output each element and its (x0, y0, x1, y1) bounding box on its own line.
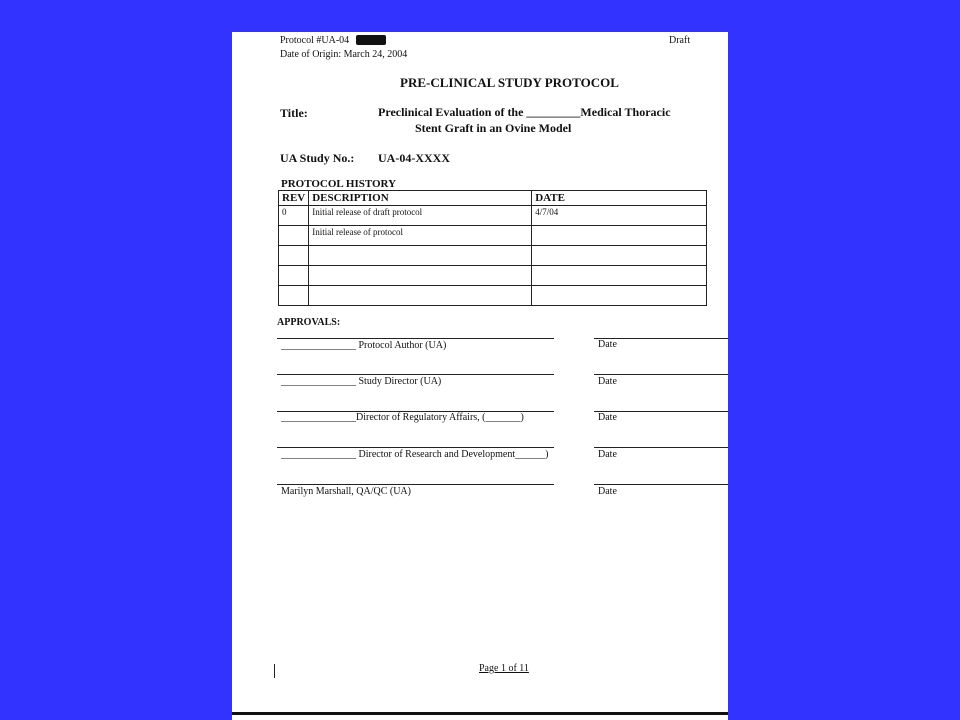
table-row (279, 226, 707, 246)
approval-research-label: _______________ Director of Research and Development______) (281, 449, 549, 460)
date-cell (532, 226, 707, 246)
description-cell (309, 266, 532, 286)
description-cell: Initial release of protocol (309, 226, 532, 246)
date-cell: 4/7/04 (532, 206, 707, 226)
column-header-description: DESCRIPTION (309, 191, 532, 206)
column-header-rev: REV (279, 191, 309, 206)
redaction-mark (356, 35, 386, 45)
description-cell: Initial release of draft protocol (309, 206, 532, 226)
approval-date-label: Date (598, 449, 617, 460)
study-number-label: UA Study No.: (280, 151, 355, 165)
signature-line (277, 374, 554, 375)
date-cell (532, 246, 707, 266)
study-number: UA-04-XXXX (378, 151, 450, 165)
title-label: Title: (280, 106, 308, 120)
date-of-origin: Date of Origin: March 24, 2004 (280, 49, 408, 60)
signature-line (277, 484, 554, 485)
approvals-heading: APPROVALS: (277, 317, 341, 328)
page-number: Page 1 of 11 (479, 663, 529, 674)
rev-cell (279, 266, 309, 286)
table-row (279, 266, 707, 286)
margin-mark (274, 664, 275, 678)
description-cell (309, 286, 532, 306)
date-line (594, 484, 728, 485)
signature-line (277, 338, 554, 339)
approval-regulatory-label: _______________Director of Regulatory Affairs, (_______) (281, 412, 524, 423)
table-row (279, 286, 707, 306)
document-page (232, 32, 728, 720)
rev-cell: 0 (279, 206, 309, 226)
date-cell (532, 266, 707, 286)
approval-date-label: Date (598, 486, 617, 497)
rev-cell (279, 226, 309, 246)
date-line (594, 447, 728, 448)
document-heading: PRE-CLINICAL STUDY PROTOCOL (400, 75, 619, 90)
date-line (594, 374, 728, 375)
draft-status: Draft (669, 35, 691, 46)
approval-date-label: Date (598, 412, 617, 423)
title-line-1: Preclinical Evaluation of the _________Medical Thoracic (378, 105, 671, 119)
approval-study-director-label: _______________ Study Director (UA) (281, 376, 442, 387)
table-row (279, 246, 707, 266)
table-row (279, 206, 707, 226)
title-line-2: Stent Graft in an Ovine Model (415, 121, 572, 135)
signature-line (277, 447, 554, 448)
page-bottom-edge (232, 712, 728, 715)
approval-date-label: Date (598, 339, 617, 350)
approval-author-label: _______________ Protocol Author (UA) (281, 340, 447, 351)
rev-cell (279, 246, 309, 266)
protocol-history-table (278, 190, 707, 306)
column-header-date: DATE (532, 191, 707, 206)
history-caption: PROTOCOL HISTORY (281, 178, 397, 190)
description-cell (309, 246, 532, 266)
approval-date-label: Date (598, 376, 617, 387)
protocol-number: Protocol #UA-04 (280, 35, 350, 46)
date-cell (532, 286, 707, 306)
approval-qa-label: Marilyn Marshall, QA/QC (UA) (281, 486, 411, 497)
rev-cell (279, 286, 309, 306)
table-header-row (279, 191, 707, 206)
